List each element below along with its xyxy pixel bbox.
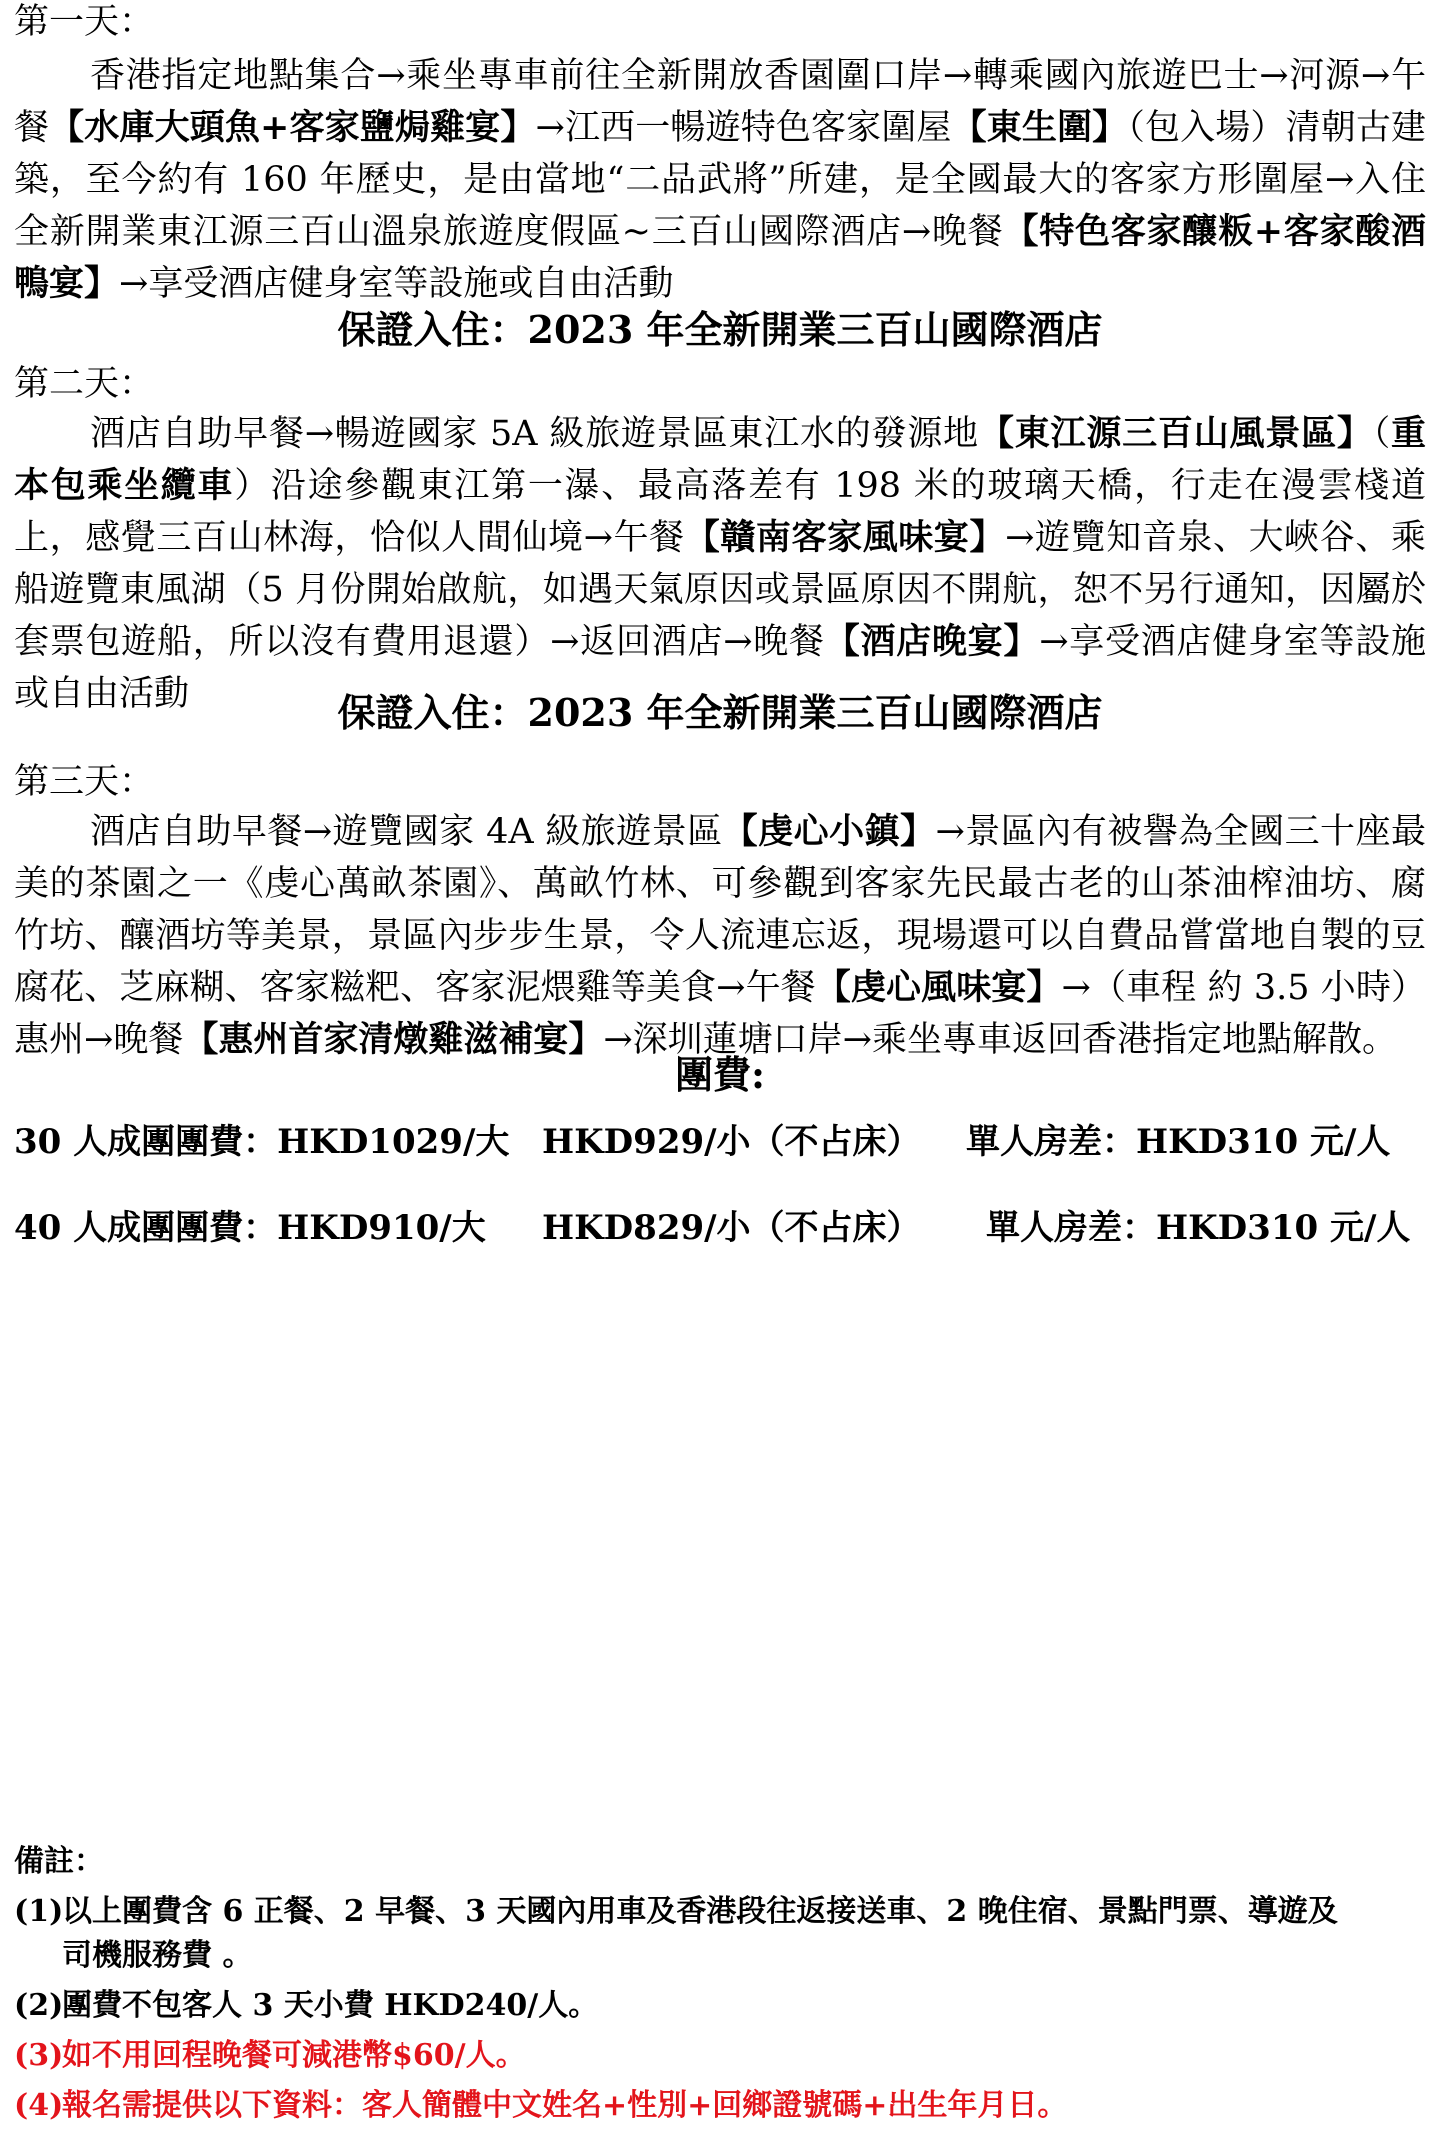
highlight-text: 【酒店晚宴】	[824, 621, 1040, 662]
fee-group-price: 30 人成團團費：HKD1029/大	[14, 1122, 510, 1162]
note-text: 報名需提供以下資料：客人簡體中文姓名+性別+回鄉證號碼+出生年月日。	[62, 2088, 1068, 2123]
body-text: 酒店自助早餐→遊覽國家 4A 級旅遊景區	[90, 812, 723, 852]
day3-label: 第三天：	[14, 762, 155, 802]
body-text: →享受酒店健身室等設施或自由活動	[14, 622, 1426, 714]
day2-description	[14, 408, 1426, 720]
body-text: 香港指定地點集合→乘坐專車前往全新開放香園圍口岸→轉乘國內旅遊巴士→河源→午餐	[14, 56, 1426, 148]
body-text: ）沿途參觀東江第一瀑、最高落差有 198 米的玻璃天橋，行走在漫雲棧道上，感覺三百山林海，恰似人間仙境→午餐	[14, 466, 1426, 558]
note-item-2	[14, 1984, 1426, 2028]
hotel-guarantee-heading-1: 保證入住：2023 年全新開業三百山國際酒店	[337, 307, 1103, 352]
note-number: (4)	[14, 2088, 64, 2123]
body-text: →享受酒店健身室等設施或自由活動	[119, 264, 674, 304]
note-item-3	[14, 2034, 1426, 2078]
notes-title: 備註：	[14, 1844, 104, 1879]
body-text: →深圳蓮塘口岸→乘坐專車返回香港指定地點解散。	[603, 1020, 1397, 1060]
note-text: 以上團費含 6 正餐、2 早餐、3 天國內用車及香港段往返接送車、2 晚住宿、景點門票、導遊及	[62, 1894, 1338, 1929]
note-number: (2)	[14, 1988, 64, 2023]
body-text: →遊覽知音泉、大峽谷、乘船遊覽東風湖（5 月份開始啟航，如遇天氣原因或景區原因不開航，恕不另行通知，因屬於套票包遊船，所以沒有費用退還）→返回酒店→晚餐	[14, 518, 1427, 662]
highlight-text: 【東江源三百山風景區】	[978, 413, 1373, 454]
fee-child-price: HKD829/小（不占床）	[542, 1208, 921, 1248]
fee-child-price: HKD929/小（不占床）	[542, 1122, 921, 1162]
highlight-text: 【惠州首家清燉雞滋補宴】	[183, 1019, 604, 1060]
highlight-text: 【虔心小鎮】	[722, 811, 936, 852]
body-text: 酒店自助早餐→暢遊國家 5A 級旅遊景區東江水的發源地	[90, 414, 979, 454]
note-text: 團費不包客人 3 天小費 HKD240/人。	[62, 1988, 599, 2023]
body-text: →江西一暢遊特色客家圍屋	[535, 108, 952, 148]
day1-label: 第一天：	[14, 2, 155, 42]
highlight-text: 【特色客家釀粄+客家酸酒鴨宴】	[14, 211, 1427, 304]
body-text: →景區內有被譽為全國三十座最美的茶園之一《虔心萬畝茶園》、萬畝竹林、可參觀到客家先民最古老的山茶油榨油坊、腐竹坊、釀酒坊等美景，景區內步步生景，令人流連忘返，現場還可以自費品嘗當地自製的豆腐花、芝麻糊、客家糍粑、客家泥煨雞等美食→午餐	[14, 812, 1426, 1008]
day2-label: 第二天：	[14, 364, 155, 404]
note-number: (1)	[14, 1894, 64, 1929]
highlight-text: 【虔心風味宴】	[815, 967, 1062, 1008]
fee-single-supplement: 單人房差：HKD310 元/人	[986, 1208, 1411, 1248]
fees-title: 團費:	[674, 1052, 766, 1097]
note-text: 如不用回程晚餐可減港幣$60/人。	[62, 2038, 526, 2073]
body-text: （	[1372, 414, 1391, 454]
note-text-continued: 司機服務費 。	[62, 1938, 253, 1973]
highlight-text: 重本包乘坐纜車	[14, 413, 1426, 506]
fee-group-price: 40 人成團團費：HKD910/大	[14, 1208, 486, 1248]
highlight-text: 【東生圍】	[951, 107, 1128, 148]
day3-description	[14, 806, 1426, 1066]
note-item-1	[14, 1890, 1426, 1978]
highlight-text: 【水庫大頭魚+客家鹽焗雞宴】	[49, 107, 536, 148]
note-item-4	[14, 2084, 1426, 2128]
hotel-guarantee-heading-2: 保證入住：2023 年全新開業三百山國際酒店	[337, 690, 1103, 735]
body-text: →（車程 約 3.5 小時）惠州→晚餐	[14, 968, 1426, 1060]
day1-description	[14, 50, 1426, 310]
fee-single-supplement: 單人房差：HKD310 元/人	[966, 1122, 1391, 1162]
body-text: （包入場）清朝古建築，至今約有 160 年歷史，是由當地“二品武將”所建，是全國最大的客家方形圍屋→入住全新開業東江源三百山溫泉旅遊度假區~三百山國際酒店→晚餐	[14, 108, 1426, 252]
highlight-text: 【贛南客家風味宴】	[684, 517, 1006, 558]
note-number: (3)	[14, 2038, 64, 2073]
